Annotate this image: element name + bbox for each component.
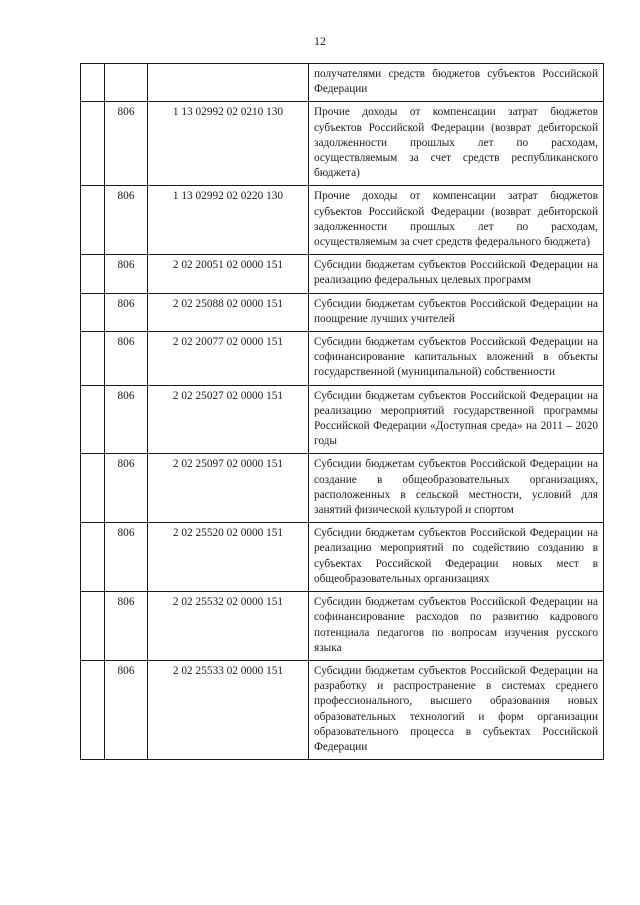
income-name-cell: Субсидии бюджетам субъектов Российской Федерации на реализацию федеральных целевых программ xyxy=(309,255,604,293)
budget-code-cell: 2 02 25097 02 0000 151 xyxy=(148,454,309,523)
income-name-cell: Субсидии бюджетам субъектов Российской Федерации на поощрение лучших учителей xyxy=(309,293,604,331)
blank-cell xyxy=(81,293,105,331)
admin-code-cell: 806 xyxy=(105,454,148,523)
income-name-cell: Субсидии бюджетам субъектов Российской Федерации на разработку и распространение в системах среднего профессионального, высшего образования новых образовательных технологий и форм организации образовательного процесса в субъектах Российской Федерации xyxy=(309,660,604,759)
admin-code-cell: 806 xyxy=(105,592,148,661)
admin-code-cell: 806 xyxy=(105,186,148,255)
admin-code-cell: 806 xyxy=(105,523,148,592)
income-name-cell: получателями средств бюджетов субъектов Российской Федерации xyxy=(309,64,604,102)
budget-code-cell: 2 02 25027 02 0000 151 xyxy=(148,385,309,454)
admin-code-cell: 806 xyxy=(105,332,148,386)
budget-code-cell: 1 13 02992 02 0210 130 xyxy=(148,102,309,186)
table-row xyxy=(81,592,604,661)
blank-cell xyxy=(81,454,105,523)
blank-cell xyxy=(81,592,105,661)
table-row xyxy=(81,102,604,186)
budget-code-cell: 2 02 25532 02 0000 151 xyxy=(148,592,309,661)
table-row xyxy=(81,454,604,523)
table-body xyxy=(81,64,604,760)
table-row xyxy=(81,523,604,592)
blank-cell xyxy=(81,255,105,293)
budget-code-cell: 1 13 02992 02 0220 130 xyxy=(148,186,309,255)
admin-code-cell: 806 xyxy=(105,102,148,186)
income-name-cell: Субсидии бюджетам субъектов Российской Федерации на софинансирование расходов по развитию кадрового потенциала педагогов по вопросам изучения русского языка xyxy=(309,592,604,661)
budget-code-cell: 2 02 20051 02 0000 151 xyxy=(148,255,309,293)
budget-code-cell xyxy=(148,64,309,102)
blank-cell xyxy=(81,102,105,186)
table-row-continuation xyxy=(81,64,604,102)
income-name-cell: Прочие доходы от компенсации затрат бюджетов субъектов Российской Федерации (возврат дебиторской задолженности прошлых лет по расходам, осуществляемым за счет средств республиканского бюджета) xyxy=(309,102,604,186)
blank-cell xyxy=(81,64,105,102)
budget-classification-table xyxy=(80,63,604,760)
income-name-cell: Субсидии бюджетам субъектов Российской Федерации на софинансирование капитальных вложений в объекты государственной (муниципальной) собственности xyxy=(309,332,604,386)
table-row xyxy=(81,660,604,759)
admin-code-cell: 806 xyxy=(105,293,148,331)
income-name-cell: Субсидии бюджетам субъектов Российской Федерации на создание в общеобразовательных организациях, расположенных в сельской местности, условий для занятий физической культурой и спортом xyxy=(309,454,604,523)
admin-code-cell: 806 xyxy=(105,660,148,759)
table-row xyxy=(81,186,604,255)
blank-cell xyxy=(81,186,105,255)
budget-code-cell: 2 02 20077 02 0000 151 xyxy=(148,332,309,386)
blank-cell xyxy=(81,332,105,386)
admin-code-cell xyxy=(105,64,148,102)
blank-cell xyxy=(81,660,105,759)
table-row xyxy=(81,385,604,454)
budget-code-cell: 2 02 25520 02 0000 151 xyxy=(148,523,309,592)
page-number: 12 xyxy=(314,34,326,48)
budget-code-cell: 2 02 25088 02 0000 151 xyxy=(148,293,309,331)
income-name-cell: Прочие доходы от компенсации затрат бюджетов субъектов Российской Федерации (возврат дебиторской задолженности прошлых лет по расходам, осуществляемым за счет средств федерального бюджета) xyxy=(309,186,604,255)
budget-code-cell: 2 02 25533 02 0000 151 xyxy=(148,660,309,759)
blank-cell xyxy=(81,385,105,454)
income-name-cell: Субсидии бюджетам субъектов Российской Федерации на реализацию мероприятий по содействию созданию в субъектах Российской Федерации новых мест в общеобразовательных организациях xyxy=(309,523,604,592)
blank-cell xyxy=(81,523,105,592)
admin-code-cell: 806 xyxy=(105,385,148,454)
income-name-cell: Субсидии бюджетам субъектов Российской Федерации на реализацию мероприятий государственной программы Российской Федерации «Доступная среда» на 2011 – 2020 годы xyxy=(309,385,604,454)
table-row xyxy=(81,293,604,331)
table-row xyxy=(81,255,604,293)
admin-code-cell: 806 xyxy=(105,255,148,293)
table-row xyxy=(81,332,604,386)
